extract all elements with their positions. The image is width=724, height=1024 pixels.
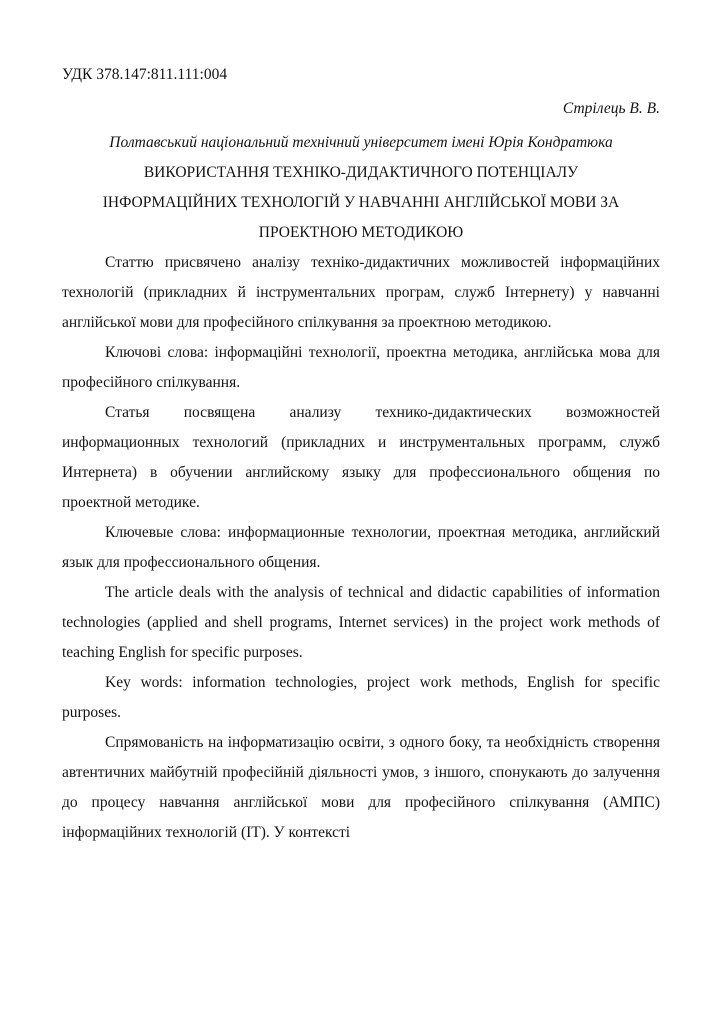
author-affiliation: Полтавський національний технічний університет імені Юрія Кондратюка [109,134,613,151]
author-name: Стрілець В. В. [562,100,660,117]
article-title-line-3: ПРОЕКТНОЮ МЕТОДИКОЮ [258,224,464,241]
keywords-ukrainian: Ключові слова: інформаційні технології, проектна методика, англійська мова для професійного спілкування. [62,344,660,391]
abstract-russian: Статья посвящена анализу технико-дидактических возможностей информационных технологий (прикладних и инструментальных программ, служб Интернета) в обучении английскому языку для профессионального общения по проектной методике. [62,404,660,511]
introduction-paragraph: Спрямованість на інформатизацію освіти, з одного боку, та необхідність створення автентичних майбутній професійній діяльності умов, з іншого, спонукають до залучення до процесу навчання англійської мови для професійного спілкування (АМПС) інформаційних технологій (ІТ). У контексті [62,734,660,841]
abstract-english: The article deals with the analysis of technical and didactic capabilities of information technologies (applied and shell programs, Internet services) in the project work methods of teaching English for specific purposes. [62,584,660,661]
keywords-english: Key words: information technologies, project work methods, English for specific purposes. [62,674,660,721]
article-title [62,158,660,248]
udc-code: УДК 378.147:811.111:004 [62,66,228,83]
abstract-ukrainian: Статтю присвячено аналізу техніко-дидактичних можливостей інформаційних технологій (прикладних й інструментальних програм, служб Інтернету) у навчанні англійської мови для професійного спілкування за проектною методикою. [62,254,660,331]
keywords-russian: Ключевые слова: информационные технологии, проектная методика, английский язык для профессионального общения. [62,524,660,571]
article-title-line-2: ІНФОРМАЦІЙНИХ ТЕХНОЛОГІЙ У НАВЧАННІ АНГЛІЙСЬКОЇ МОВИ ЗА [102,194,620,211]
article-title-line-1: ВИКОРИСТАННЯ ТЕХНІКО-ДИДАКТИЧНОГО ПОТЕНЦІАЛУ [143,164,579,181]
